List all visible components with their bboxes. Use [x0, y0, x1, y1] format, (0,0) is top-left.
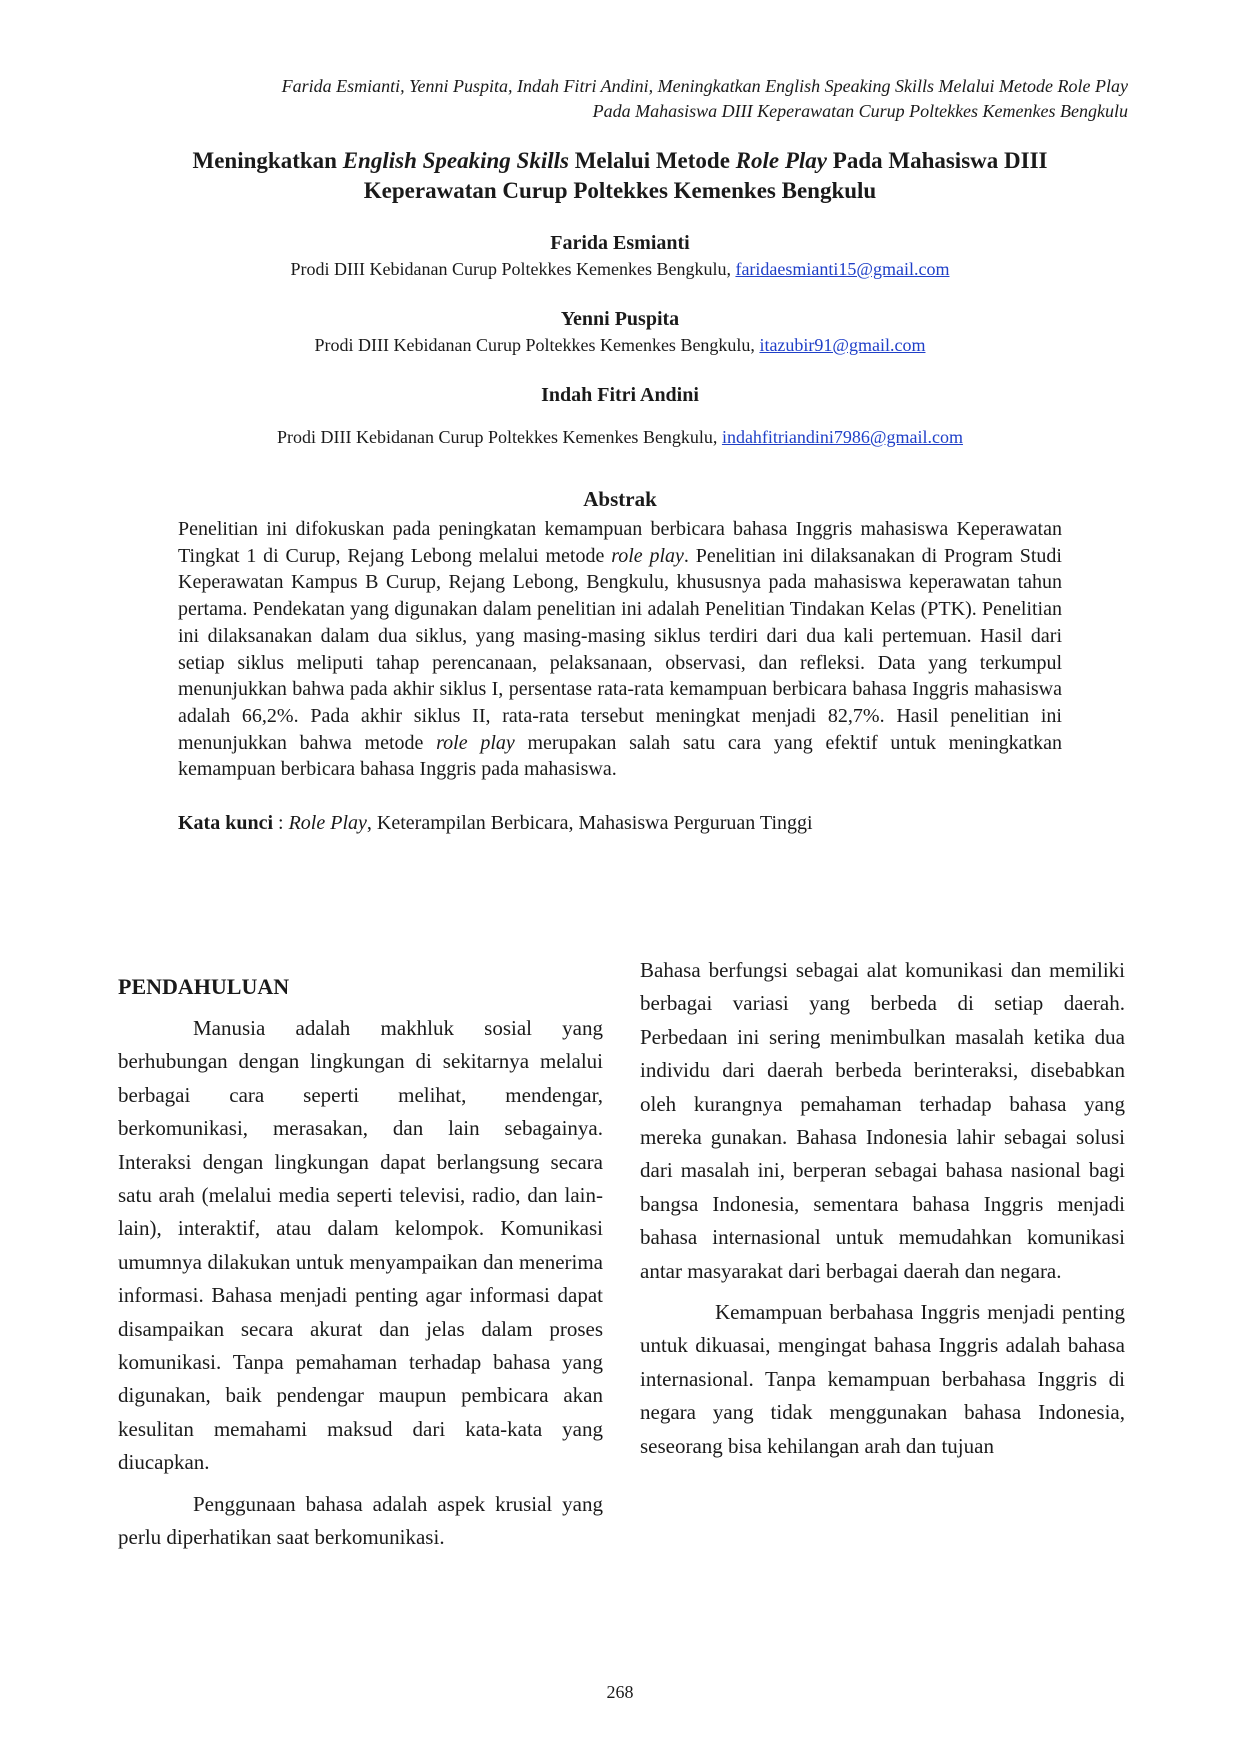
paragraph: Bahasa berfungsi sebagai alat komunikasi dan memiliki berbagai variasi yang berbeda di setiap daerah. Perbedaan ini sering menimbulkan masalah ketika dua individu dari daerah berbeda berinteraksi, disebabkan oleh kurangnya pemahaman terhadap bahasa yang mereka gunakan. Bahasa Indonesia lahir sebagai solusi dari masalah ini, berperan sebagai bahasa nasional bagi bangsa Indonesia, sementara bahasa Inggris menjadi bahasa internasional untuk memudahkan komunikasi antar masyarakat dari berbagai daerah dan negara. [640, 958, 1125, 1283]
author-email-link[interactable]: itazubir91@gmail.com [759, 335, 926, 355]
abstract-text: Penelitian ini difokuskan pada peningkatan kemampuan berbicara bahasa Inggris mahasiswa Keperawatan Tingkat 1 di Curup, Rejang Lebong melalui metode [178, 518, 1062, 567]
keywords-list: , Keterampilan Berbicara, Mahasiswa Perguruan Tinggi [366, 812, 813, 834]
title-italic-text: Role Play [735, 148, 828, 173]
abstract-italic-text: role play [611, 544, 684, 567]
title-line-2: Keperawatan Curup Poltekkes Kemenkes Bengkulu [363, 178, 877, 203]
keywords-label: Kata kunci [178, 812, 274, 834]
right-column [640, 954, 1125, 1463]
abstract-italic-text: role play [436, 731, 515, 754]
affiliation-text: Prodi DIII Kebidanan Curup Poltekkes Kemenkes Bengkulu, [290, 259, 736, 279]
title-line-1 [120, 146, 1120, 176]
page-number: 268 [606, 1682, 634, 1702]
author-email-link[interactable]: indahfitriandini7986@gmail.com [721, 427, 963, 447]
author-block [120, 306, 1120, 358]
section-heading: PENDAHULUAN [118, 974, 290, 999]
author-affiliation [120, 332, 1120, 358]
abstract-text: merupakan salah satu cara yang efektif untuk meningkatkan kemampuan berbicara bahasa Inggris pada mahasiswa. [178, 731, 1062, 781]
keywords-separator: : [273, 812, 289, 834]
author-block [120, 382, 1120, 450]
title-text: Pada Mahasiswa DIII [827, 148, 1048, 173]
author-email-link[interactable]: faridaesmianti15@gmail.com [735, 259, 950, 279]
title-italic-text: English Speaking Skills [342, 148, 569, 173]
running-header [128, 74, 1128, 124]
running-header-line-1: Farida Esmianti, Yenni Puspita, Indah Fitri Andini, Meningkatkan English Speaking Skills Melalui Metode Role Play [281, 76, 1128, 96]
abstract-body [178, 516, 1062, 783]
author-affiliation [120, 256, 1120, 282]
author-block [120, 230, 1120, 282]
keywords [178, 810, 1062, 836]
paper-title [120, 146, 1120, 206]
affiliation-text: Prodi DIII Kebidanan Curup Poltekkes Kemenkes Bengkulu, [314, 335, 760, 355]
author-name: Farida Esmianti [550, 232, 690, 254]
running-header-line-2: Pada Mahasiswa DIII Keperawatan Curup Poltekkes Kemenkes Bengkulu [592, 101, 1128, 121]
author-name: Indah Fitri Andini [541, 384, 699, 406]
author-name: Yenni Puspita [560, 308, 680, 330]
left-column [118, 1012, 603, 1555]
keyword-italic: Role Play [288, 812, 367, 834]
paragraph: Manusia adalah makhluk sosial yang berhubungan dengan lingkungan di sekitarnya melalui berbagai cara seperti melihat, mendengar, berkomunikasi, merasakan, dan lain sebagainya. Interaksi dengan lingkungan dapat berlangsung secara satu arah (melalui media seperti televisi, radio, dan lain-lain), interaktif, atau dalam kelompok. Komunikasi umumnya dilakukan untuk menyampaikan dan menerima informasi. Bahasa menjadi penting agar informasi dapat disampaikan secara akurat dan jelas dalam proses komunikasi. Tanpa pemahaman terhadap bahasa yang digunakan, baik pendengar maupun pembicara akan kesulitan memahami maksud dari kata-kata yang diucapkan. [118, 1016, 603, 1475]
paragraph: Kemampuan berbahasa Inggris menjadi penting untuk dikuasai, mengingat bahasa Inggris adalah bahasa internasional. Tanpa kemampuan berbahasa Inggris di negara yang tidak menggunakan bahasa Indonesia, seseorang bisa kehilangan arah dan tujuan [640, 1300, 1125, 1458]
paragraph: Penggunaan bahasa adalah aspek krusial yang perlu diperhatikan saat berkomunikasi. [118, 1491, 603, 1550]
author-affiliation [120, 424, 1120, 450]
title-text: Melalui Metode [568, 148, 736, 173]
affiliation-text: Prodi DIII Kebidanan Curup Poltekkes Kemenkes Bengkulu, [277, 427, 722, 447]
abstract-text: . Penelitian ini dilaksanakan di Program Studi Keperawatan Kampus B Curup, Rejang Lebong, Bengkulu, khususnya pada mahasiswa keperawatan tahun pertama. Pendekatan yang digunakan dalam penelitian ini adalah Penelitian Tindakan Kelas (PTK). Penelitian ini dilaksanakan dalam dua siklus, yang masing-masing siklus terdiri dari dua kali pertemuan. Hasil dari setiap siklus meliputi tahap perencanaan, pelaksanaan, observasi, dan refleksi. Data yang terkumpul menunjukkan bahwa pada akhir siklus I, persentase rata-rata kemampuan berbicara bahasa Inggris mahasiswa adalah 66,2%. Pada akhir siklus II, rata-rata tersebut meningkat menjadi 82,7%. Hasil penelitian ini menunjukkan bahwa metode [178, 544, 1062, 754]
title-text: Meningkatkan [192, 148, 343, 173]
abstract-heading: Abstrak [583, 487, 657, 511]
